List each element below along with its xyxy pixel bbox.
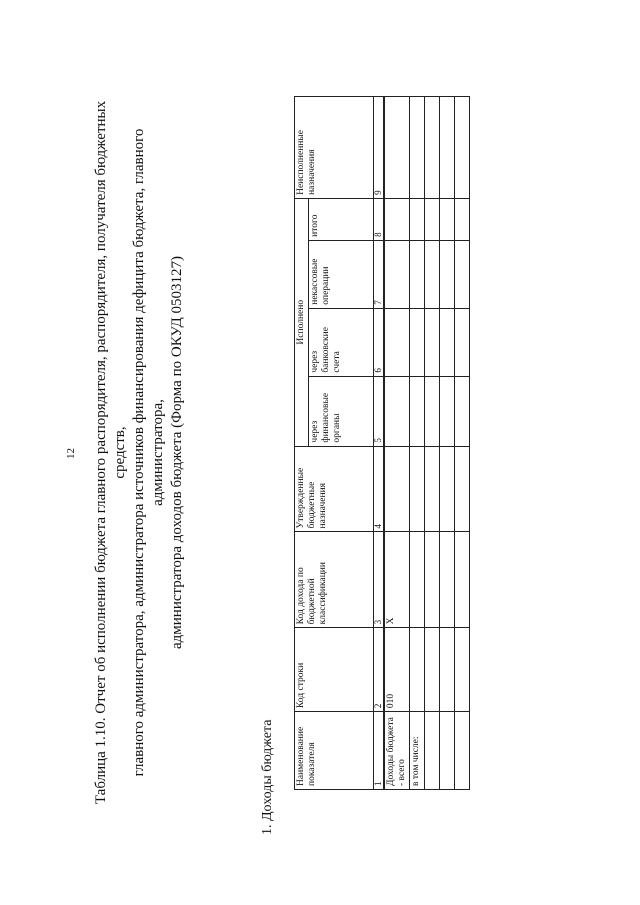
header-line-code: Код строки bbox=[295, 628, 374, 712]
caption-line-1: Таблица 1.10. Отчет об исполнении бюджета главного распорядителя, распорядителя, получателя бюджетных средств, bbox=[93, 100, 128, 805]
row-name: Доходы бюджета - всего bbox=[384, 712, 410, 790]
header-via-fin-bodies: через финансовые органы bbox=[309, 376, 374, 446]
header-row-1 bbox=[295, 97, 309, 790]
cell bbox=[384, 308, 410, 376]
header-income-code: Код дохода по бюджетной классификации bbox=[295, 532, 374, 628]
cell bbox=[410, 240, 425, 308]
cell bbox=[384, 376, 410, 446]
col-num: 4 bbox=[374, 446, 385, 532]
header-non-cash: некассовые операции bbox=[309, 240, 374, 308]
header-via-bank: через банковские счета bbox=[309, 308, 374, 376]
caption-line-3: администратора доходов бюджета (Форма по ОКУД 0503127) bbox=[169, 256, 185, 650]
col-num: 5 bbox=[374, 376, 385, 446]
header-name: Наименование показателя bbox=[295, 712, 374, 790]
col-num: 8 bbox=[374, 198, 385, 240]
table-row-empty bbox=[425, 97, 440, 790]
caption-line-2: главного администратора, администратора источников финансирования дефицита бюджета, главного администратора, bbox=[131, 128, 166, 777]
header-approved: Утвержденные бюджетные назначения bbox=[295, 446, 374, 532]
cell bbox=[410, 97, 425, 199]
cell bbox=[384, 198, 410, 240]
col-num: 1 bbox=[374, 712, 385, 790]
col-num: 3 bbox=[374, 532, 385, 628]
budget-income-table bbox=[294, 96, 470, 790]
table-row-empty bbox=[455, 97, 470, 790]
col-num: 6 bbox=[374, 308, 385, 376]
table-caption bbox=[92, 80, 187, 825]
cell bbox=[410, 308, 425, 376]
header-unexecuted: Неисполненные назначения bbox=[295, 97, 374, 199]
row-income-code bbox=[410, 532, 425, 628]
header-executed: Исполнено bbox=[295, 198, 309, 446]
row-line-code bbox=[410, 628, 425, 712]
page-number: 12 bbox=[65, 448, 77, 459]
table-row bbox=[410, 97, 425, 790]
header-total: итого bbox=[309, 198, 374, 240]
cell bbox=[384, 97, 410, 199]
row-income-code: X bbox=[384, 532, 410, 628]
cell bbox=[410, 198, 425, 240]
section-title: 1. Доходы бюджета bbox=[260, 719, 275, 835]
row-name: в том числе: bbox=[410, 712, 425, 790]
cell bbox=[384, 240, 410, 308]
cell bbox=[410, 376, 425, 446]
row-line-code: 010 bbox=[384, 628, 410, 712]
cell bbox=[384, 446, 410, 532]
col-num: 9 bbox=[374, 97, 385, 199]
col-num: 7 bbox=[374, 240, 385, 308]
column-numbers-row bbox=[374, 97, 385, 790]
cell bbox=[410, 446, 425, 532]
table-row bbox=[384, 97, 410, 790]
table-row-empty bbox=[440, 97, 455, 790]
col-num: 2 bbox=[374, 628, 385, 712]
